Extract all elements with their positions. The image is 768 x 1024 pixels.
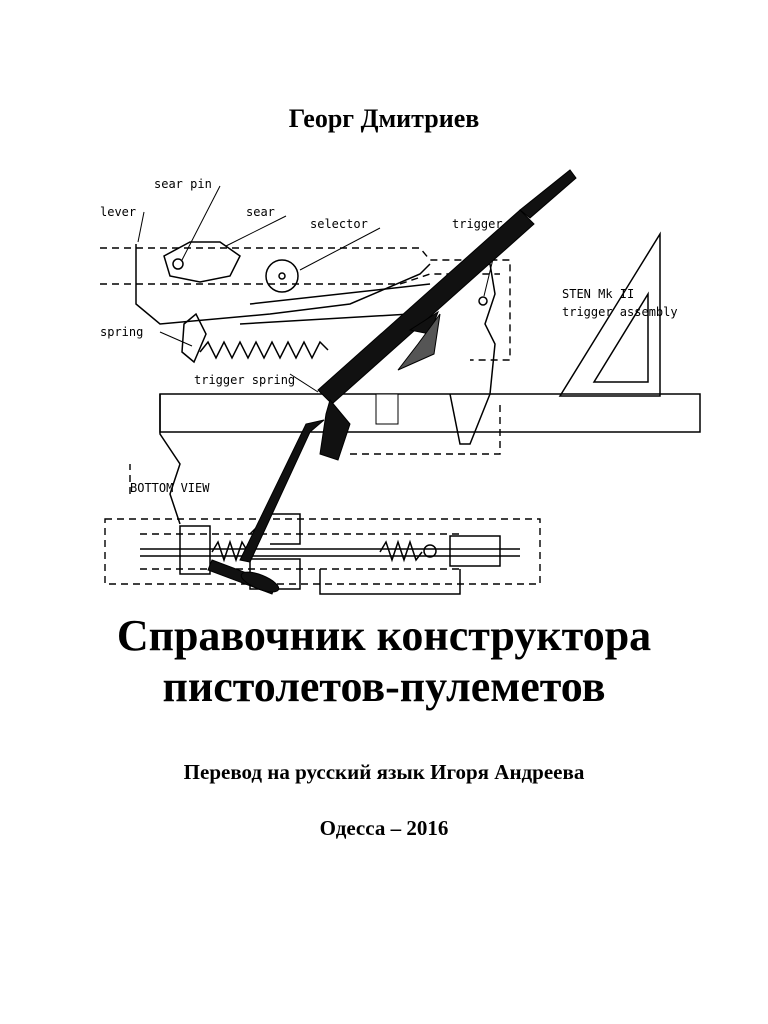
label-selector: selector	[310, 217, 368, 231]
title-line-2: пистолетов-пулеметов	[162, 662, 606, 711]
author-name: Георг Дмитриев	[288, 104, 480, 133]
sten-trigger-diagram	[100, 164, 710, 604]
mechanism-outline	[100, 248, 540, 584]
label-assembly-line1: STEN Mk II	[562, 287, 635, 301]
label-trigger: trigger	[452, 217, 503, 231]
label-lever: lever	[100, 205, 137, 219]
label-trigger-spring: trigger spring	[194, 373, 296, 387]
label-sear: sear	[246, 205, 275, 219]
label-spring: spring	[100, 325, 144, 339]
translation-credit: Перевод на русский язык Игоря Андреева	[183, 760, 585, 784]
label-assembly-line2: trigger assembly	[562, 305, 678, 319]
place-and-year: Одесса – 2016	[319, 816, 449, 840]
label-bottom-view: BOTTOM VIEW	[130, 481, 210, 495]
book-title	[0, 610, 768, 712]
label-sear-pin: sear pin	[154, 177, 212, 191]
title-line-1: Справочник конструктора	[116, 611, 652, 660]
